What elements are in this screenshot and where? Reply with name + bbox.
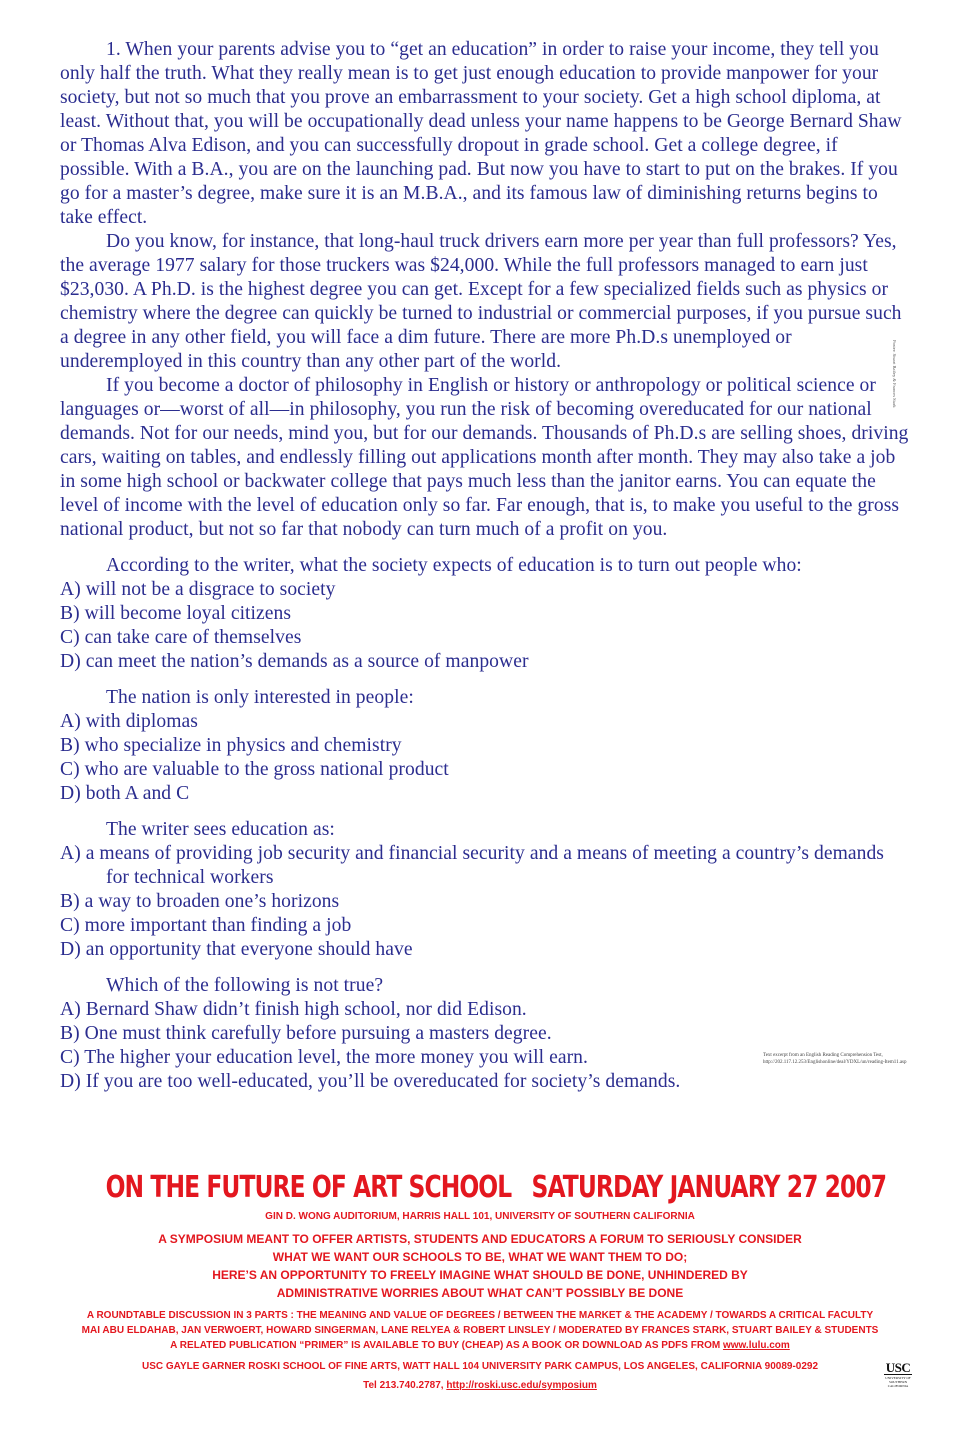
question-3-option-b: B) a way to broaden one’s horizons [60,891,340,912]
question-4-option-b: B) One must think carefully before pursuing a masters degree. [60,1023,552,1044]
question-1-option-a: A) will not be a disgrace to society [60,579,336,600]
question-2-option-d: D) both A and C [60,783,190,804]
question-3-text: The writer sees education as: [106,819,335,840]
usc-logo-name: UNIVERSITY OF SOUTHERN CALIFORNIA [885,1376,911,1389]
description-line: HERE’S AN OPPORTUNITY TO FREELY IMAGINE WHAT SHOULD BE DONE, UNHINDERED BY [212,1268,748,1282]
event-date: SATURDAY JANUARY 27 2007 [531,1170,887,1205]
event-description [0,1230,960,1302]
event-headline [105,1168,887,1208]
usc-logo-letters: USC [885,1360,911,1375]
question-3 [60,818,910,962]
phone-number: Tel 213.740.2787, [363,1380,444,1391]
publication-text: A RELATED PUBLICATION “PRIMER” IS AVAILABLE TO BUY (CHEAP) AS A BOOK OR DOWNLOAD AS PDFS FROM [170,1340,721,1351]
passage-paragraph-1: 1. When your parents advise you to “get an education” in order to raise your income, they tell you only half the truth. What they really mean is to get just enough education to provide manpower for your society, but not so much that you prove an embarrassment to your society. Get a high school diploma, at least. Without that, you will be occupationally dead unless your name happens to be George Bernard Shaw or Thomas Alva Edison, and you can successfully dropout in grade school. Get a college degree, if possible. With a B.A., you are on the launching pad. But now you have to start to put on the brakes. If you go for a master’s degree, make sure it is an M.B.A., and its famous law of diminishing returns begins to take effect. [60,39,902,228]
question-1-option-c: C) can take care of themselves [60,627,302,648]
reading-passage [60,38,910,1094]
question-4 [60,974,910,1094]
question-3-option-d: D) an opportunity that everyone should have [60,939,413,960]
question-4-option-d: D) If you are too well-educated, you’ll be overeducated for society’s demands. [60,1071,681,1092]
description-line: ADMINISTRATIVE WORRIES ABOUT WHAT CAN’T POSSIBLY BE DONE [276,1286,684,1300]
school-address: USC GAYLE GARNER ROSKI SCHOOL OF FINE ARTS, WATT HALL 104 UNIVERSITY PARK CAMPUS, LOS ANGELES, CALIFORNIA 90089-0292 [141,1361,819,1372]
question-1-option-d: D) can meet the nation’s demands as a source of manpower [60,651,529,672]
question-4-text: Which of the following is not true? [106,975,384,996]
passage-paragraph-2: Do you know, for instance, that long-haul truck drivers earn more per year than full professors? Yes, the average 1977 salary for those truckers was $24,000. While the full professors managed to earn just $23,030. A Ph.D. is the highest degree you can get. Except for a few specialized fields such as physics or chemistry where the degree can quickly be turned to industrial or commercial purposes, if you pursue such a degree in any other field, you will face a dim future. There are more Ph.D.s unemployed or underemployed in this country than any other part of the world. [60,231,902,372]
publication-line [0,1338,960,1353]
question-2 [60,686,910,806]
passage-paragraph-3: If you become a doctor of philosophy in English or history or anthropology or political science or languages or—worst of all—in philosophy, you run the risk of becoming overeducated for our national demands. Not for our needs, mind you, but for our demands. Thousands of Ph.D.s are selling shoes, driving cars, waiting on tables, and endlessly filling out applications month after month. They may also take a job in some high school or backwater college that pays much less than the janitor earns. You can equate the level of income with the level of education only so far. Far enough, that is, to make you useful to the gross national product, but not so far that nobody can turn much of a profit on you. [60,375,909,540]
question-3-option-a: A) a means of providing job security and financial security and a means of meeting a country’s demands for technical workers [60,843,884,888]
question-1-option-b: B) will become loyal citizens [60,603,292,624]
event-venue: GIN D. WONG AUDITORIUM, HARRIS HALL 101, UNIVERSITY OF SOUTHERN CALIFORNIA [265,1211,695,1222]
question-4-option-a: A) Bernard Shaw didn’t finish high school, nor did Edison. [60,999,527,1020]
symposium-link[interactable]: http://roski.usc.edu/symposium [446,1380,597,1391]
event-footer [0,1168,960,1393]
event-details [0,1308,960,1353]
roundtable-line: A ROUNDTABLE DISCUSSION IN 3 PARTS : THE MEANING AND VALUE OF DEGREES / BETWEEN THE MARKET & THE ACADEMY / TOWARDS A CRITICAL FACULTY [86,1310,874,1321]
question-1 [60,554,910,674]
question-2-option-b: B) who specialize in physics and chemistry [60,735,402,756]
question-4-option-c: C) The higher your education level, the more money you will earn. [60,1047,588,1068]
question-1-text: According to the writer, what the society expects of education is to turn out people who: [106,555,802,576]
lulu-link[interactable]: www.lulu.com [722,1340,790,1351]
question-2-text: The nation is only interested in people: [106,687,414,708]
usc-logo [884,1361,912,1389]
source-note: Text excerpt from an English Reading Comprehension Test, http://202.117.12.253/Englishonline/deal/YDXL/un/reading-Item11.asp [763,1053,907,1065]
description-line: WHAT WE WANT OUR SCHOOLS TO BE, WHAT WE WANT THEM TO DO; [272,1250,688,1264]
question-2-option-a: A) with diplomas [60,711,198,732]
contact-line [0,1378,960,1393]
event-title: ON THE FUTURE OF ART SCHOOL [105,1170,512,1205]
participants-line: MAI ABU ELDAHAB, JAN VERWOERT, HOWARD SINGERMAN, LANE RELYEA & ROBERT LINSLEY / MODERATED BY FRANCES STARK, STUART BAILEY & STUDENTS [81,1325,879,1336]
question-3-option-c: C) more important than finding a job [60,915,352,936]
poster-credit: Poster: Stuart Bailey & Frances Stark [892,340,897,408]
description-line: A SYMPOSIUM MEANT TO OFFER ARTISTS, STUDENTS AND EDUCATORS A FORUM TO SERIOUSLY CONSIDER [158,1232,802,1246]
question-2-option-c: C) who are valuable to the gross national product [60,759,449,780]
